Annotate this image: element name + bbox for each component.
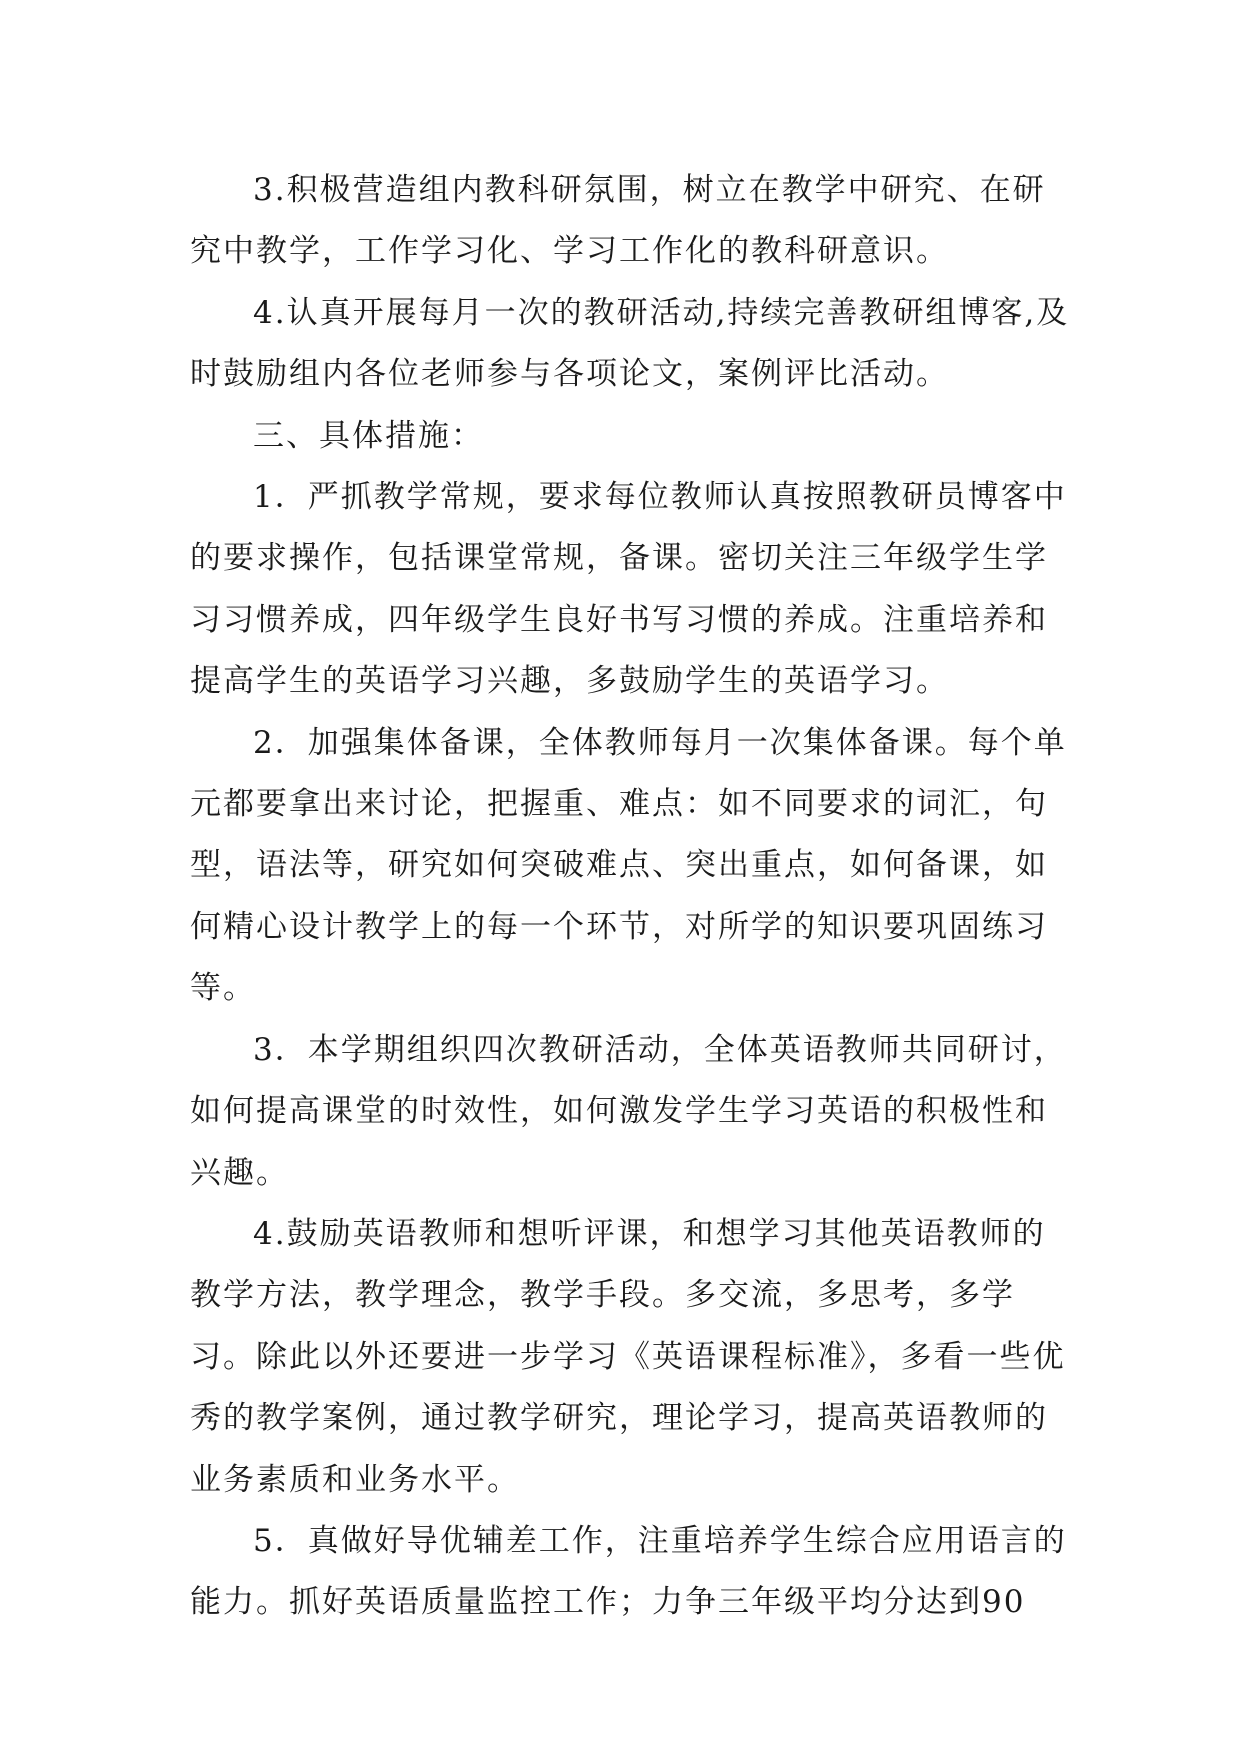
paragraph-measure-1: 1．严抓教学常规，要求每位教师认真按照教研员博客中的要求操作，包括课堂常规，备课。密切关注三年级学生学习习惯养成，四年级学生良好书写习惯的养成。注重培养和提高学生的英语学习兴趣，多鼓励学生的英语学习。 xyxy=(190,479,1067,700)
section-heading-measures: 三、具体措施： xyxy=(253,417,484,454)
paragraph-measure-4: 4.鼓励英语教师和想听评课，和想学习其他英语教师的教学方法，教学理念，教学手段。多交流，多思考，多学习。除此以外还要进一步学习《英语课程标准》，多看一些优秀的教学案例，通过教学研究，理论学习，提高英语教师的业务素质和业务水平。 xyxy=(190,1215,1066,1498)
paragraph-measure-5: 5．真做好导优辅差工作，注重培养学生综合应用语言的能力。抓好英语质量监控工作；力争三年级平均分达到90 xyxy=(190,1522,1067,1621)
paragraph-measure-3: 3．本学期组织四次教研活动，全体英语教师共同研讨，如何提高课堂的时效性，如何激发学生学习英语的积极性和兴趣。 xyxy=(190,1031,1067,1191)
paragraph-4-monthly-activity: 4.认真开展每月一次的教研活动,持续完善教研组博客,及时鼓励组内各位老师参与各项论文，案例评比活动。 xyxy=(190,294,1070,393)
document-body xyxy=(190,160,1070,1634)
paragraph-measure-2: 2．加强集体备课，全体教师每月一次集体备课。每个单元都要拿出来讨论，把握重、难点：如不同要求的词汇，句型，语法等，研究如何突破难点、突出重点，如何备课，如何精心设计教学上的每一个环节，对所学的知识要巩固练习等。 xyxy=(190,724,1067,1007)
paragraph-3-research-atmosphere: 3.积极营造组内教科研氛围，树立在教学中研究、在研究中教学，工作学习化、学习工作化的教科研意识。 xyxy=(190,172,1046,270)
